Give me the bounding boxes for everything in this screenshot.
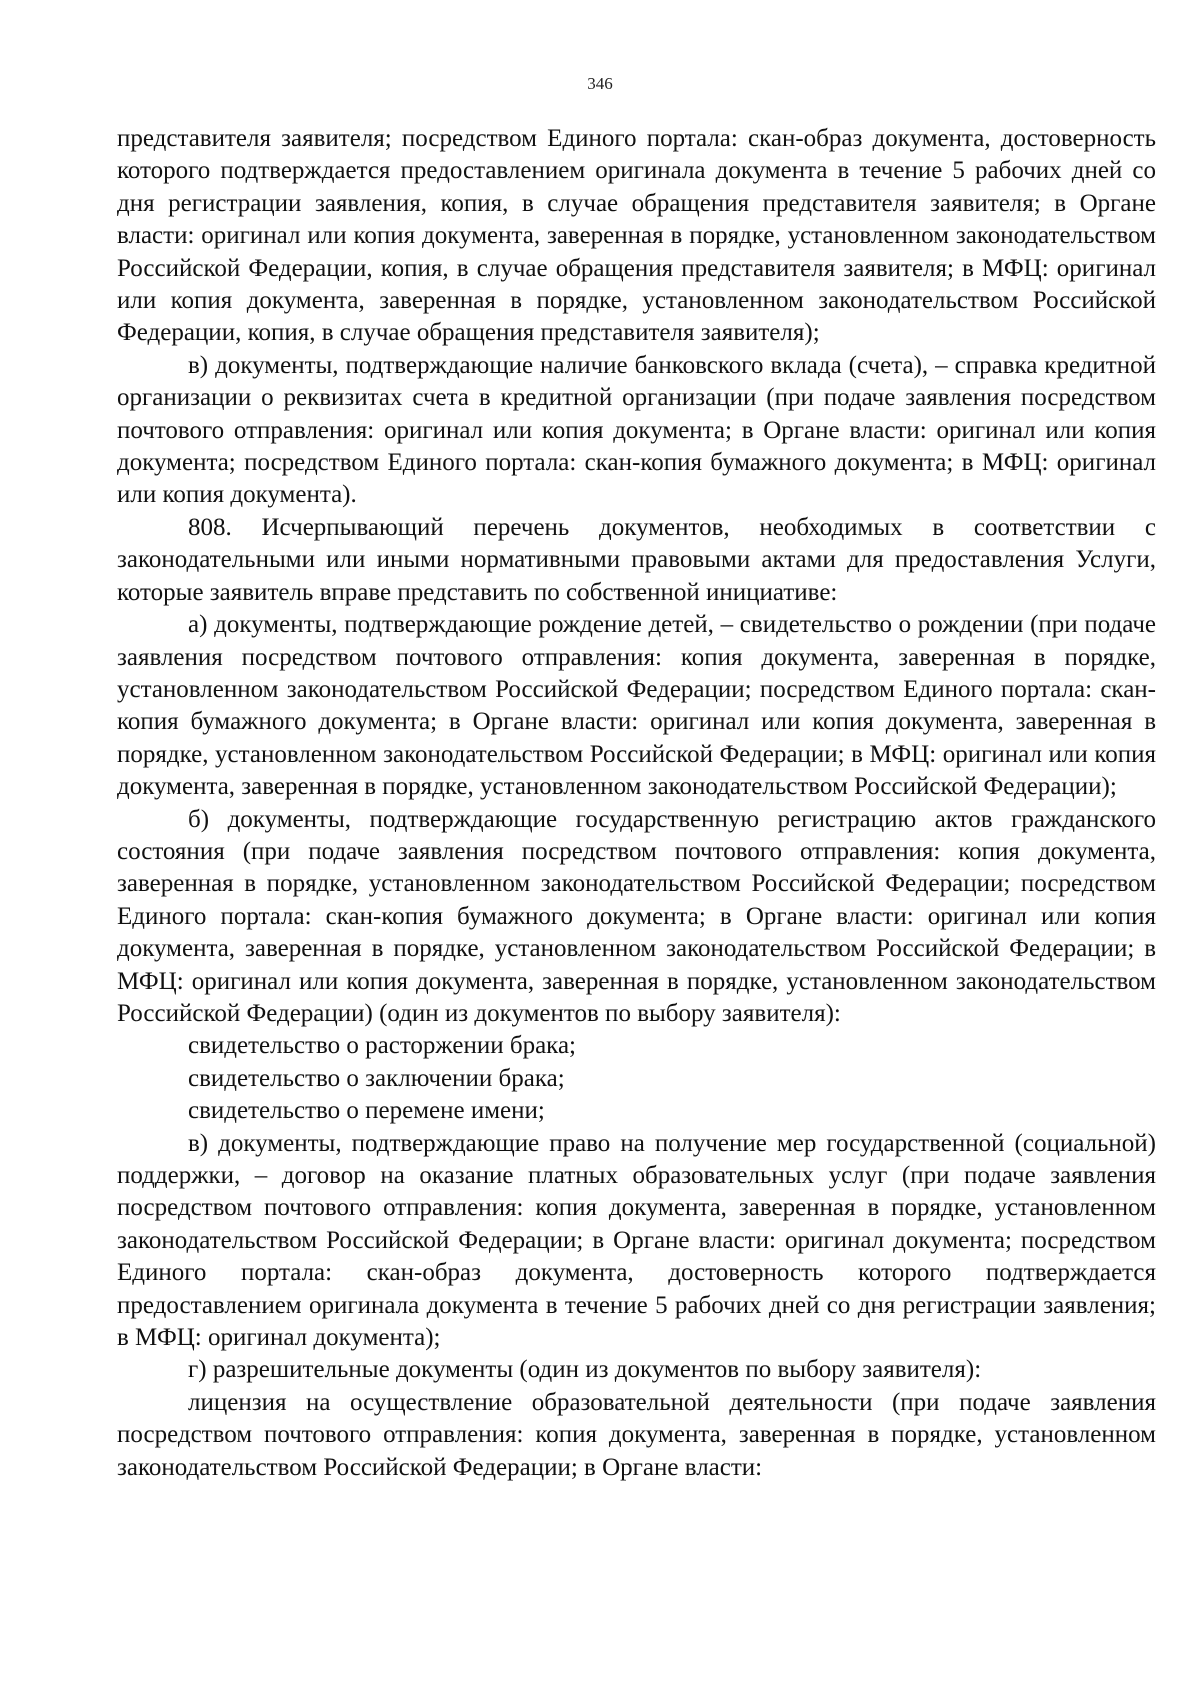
paragraph-2: в) документы, подтверждающие наличие банковского вклада (счета), – справка кредитной организации о реквизитах счета в кредитной организации (при подаче заявления посредством почтового отправления: оригинал или копия документа; в Органе власти: оригинал или копия документа; посредством Единого портала: скан-копия бумажного документа; в МФЦ: оригинал или копия документа). (117, 351, 1156, 509)
paragraph-1: представителя заявителя; посредством Единого портала: скан-образ документа, достоверность которого подтверждается предоставлением оригинала документа в течение 5 рабочих дней со дня регистрации заявления, копия, в случае обращения представителя заявителя; в Органе власти: оригинал или копия документа, заверенная в порядке, установленном законодательством Российской Федерации, копия, в случае обращения представителя заявителя; в МФЦ: оригинал или копия документа, заверенная в порядке, установленном законодательством Российской Федерации, копия, в случае обращения представителя заявителя); (117, 125, 1156, 347)
paragraph-4: а) документы, подтверждающие рождение детей, – свидетельство о рождении (при подаче заявления посредством почтового отправления: копия документа, заверенная в порядке, установленном законодательством Российской Федерации; посредством Единого портала: скан-копия бумажного документа; в Органе власти: оригинал или копия документа, заверенная в порядке, установленном законодательством Российской Федерации; в МФЦ: оригинал или копия документа, заверенная в порядке, установленном законодательством Российской Федерации); (117, 611, 1156, 801)
paragraph-3: 808. Исчерпывающий перечень документов, необходимых в соответствии с законодательными или иными нормативными правовыми актами для предоставления Услуги, которые заявитель вправе представить по собственной инициативе: (117, 513, 1156, 606)
body-text (117, 123, 1156, 1484)
list-item-divorce-certificate: свидетельство о расторжении брака; (188, 1032, 576, 1060)
paragraph-10: г) разрешительные документы (один из документов по выбору заявителя): (188, 1356, 982, 1384)
list-item-name-change-certificate: свидетельство о перемене имени; (188, 1097, 545, 1125)
paragraph-11: лицензия на осуществление образовательной деятельности (при подаче заявления посредством почтового отправления: копия документа, заверенная в порядке, установленном законодательством Российской Федерации; в Органе власти: (117, 1388, 1156, 1481)
page-number: 346 (587, 74, 613, 93)
paragraph-9: в) документы, подтверждающие право на получение мер государственной (социальной) поддержки, – договор на оказание платных образовательных услуг (при подаче заявления посредством почтового отправления: копия документа, заверенная в порядке, установленном законодательством Российской Федерации; в Органе власти: оригинал документа; посредством Единого портала: скан-образ документа, достоверность которого подтверждается предоставлением оригинала документа в течение 5 рабочих дней со дня регистрации заявления; в МФЦ: оригинал документа); (117, 1129, 1156, 1352)
list-item-marriage-certificate: свидетельство о заключении брака; (188, 1064, 565, 1092)
paragraph-5: б) документы, подтверждающие государственную регистрацию актов гражданского состояния (при подаче заявления посредством почтового отправления: копия документа, заверенная в порядке, установленном законодательством Российской Федерации; посредством Единого портала: скан-копия бумажного документа; в Органе власти: оригинал или копия документа, заверенная в порядке, установленном законодательством Российской Федерации; в МФЦ: оригинал или копия документа, заверенная в порядке, установленном законодательством Российской Федерации) (один из документов по выбору заявителя): (117, 805, 1156, 1027)
